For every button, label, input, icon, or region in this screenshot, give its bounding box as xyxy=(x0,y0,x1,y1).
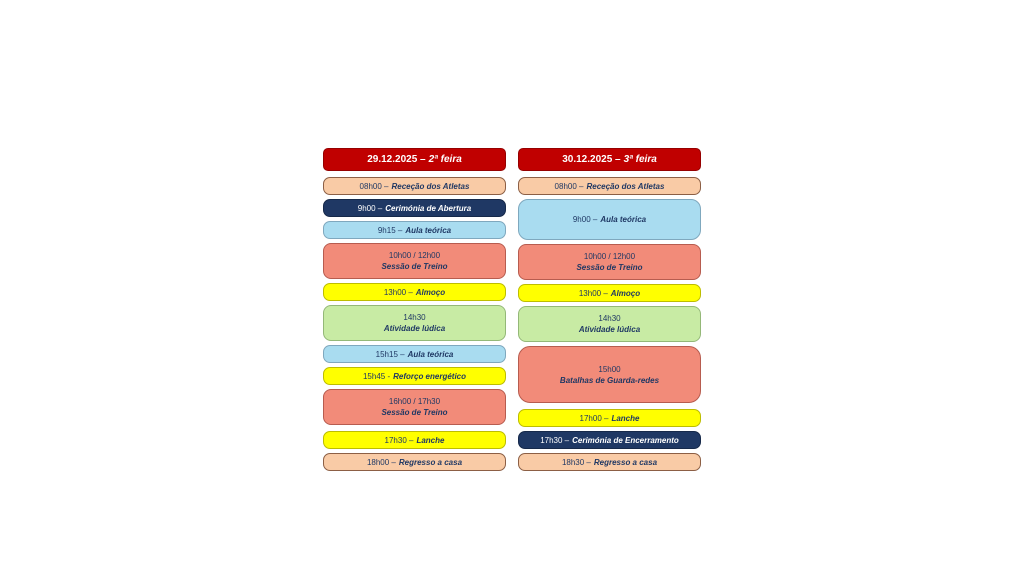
day-header xyxy=(323,148,506,171)
event-time: 9h00 – xyxy=(572,215,598,224)
event-time: 14h30 xyxy=(403,313,426,322)
day-header xyxy=(518,148,701,171)
event-time: 17h30 – xyxy=(384,435,414,445)
header-date: 29.12.2025 – xyxy=(367,154,426,165)
event-title: Lanche xyxy=(611,413,640,423)
event-time: 15h15 – xyxy=(375,349,405,359)
event-box-lanche xyxy=(518,409,701,427)
event-box-aula-teorica-1 xyxy=(323,221,506,239)
header-date: 30.12.2025 – xyxy=(562,154,621,165)
event-time: 10h00 / 12h00 xyxy=(388,251,441,260)
event-title: Aula teórica xyxy=(407,349,454,359)
event-time: 13h00 – xyxy=(383,287,413,297)
event-box-aula-teorica-2 xyxy=(323,345,506,363)
event-title: Reforço energético xyxy=(393,371,467,381)
event-title: Sessão de Treino xyxy=(381,408,448,417)
event-time: 9h15 – xyxy=(377,225,403,235)
event-title: Sessão de Treino xyxy=(381,262,448,271)
event-time: 17h00 – xyxy=(579,413,609,423)
event-box-sessao-treino-2 xyxy=(323,389,506,425)
event-box-rececao xyxy=(518,177,701,195)
event-time: 14h30 xyxy=(598,314,621,323)
header-day: 2ª feira xyxy=(428,154,462,165)
event-title: Regresso a casa xyxy=(593,457,658,467)
event-box-regresso xyxy=(323,453,506,471)
event-time: 18h30 – xyxy=(561,457,591,467)
event-box-aula-teorica xyxy=(518,199,701,240)
event-time: 08h00 – xyxy=(554,181,584,191)
day-column-monday xyxy=(323,148,506,475)
event-box-almoco xyxy=(323,283,506,301)
event-box-batalhas-guarda-redes xyxy=(518,346,701,403)
event-box-reforco-energetico xyxy=(323,367,506,385)
event-box-cerimonia-abertura xyxy=(323,199,506,217)
event-time: 10h00 / 12h00 xyxy=(583,252,636,261)
event-box-sessao-treino xyxy=(518,244,701,280)
event-box-almoco xyxy=(518,284,701,302)
event-title: Cerimónia de Encerramento xyxy=(572,435,679,445)
event-title: Aula teórica xyxy=(600,215,647,224)
event-title: Regresso a casa xyxy=(398,457,463,467)
event-time: 9h00 – xyxy=(357,203,383,213)
event-box-atividade-ludica xyxy=(518,306,701,342)
event-time: 15h45 - xyxy=(362,371,391,381)
event-title: Receção dos Atletas xyxy=(391,181,470,191)
event-title: Sessão de Treino xyxy=(576,263,643,272)
event-title: Almoço xyxy=(610,288,641,298)
event-time: 17h30 – xyxy=(540,435,570,445)
event-title: Aula teórica xyxy=(405,225,452,235)
event-time: 15h00 xyxy=(598,364,621,374)
daily-schedule xyxy=(323,148,701,475)
event-box-lanche xyxy=(323,431,506,449)
event-time: 08h00 – xyxy=(359,181,389,191)
event-box-regresso xyxy=(518,453,701,471)
event-title: Atividade lúdica xyxy=(383,324,446,333)
event-box-sessao-treino-1 xyxy=(323,243,506,279)
event-title: Cerimónia de Abertura xyxy=(385,203,472,213)
event-box-cerimonia-encerramento xyxy=(518,431,701,449)
event-time: 18h00 – xyxy=(366,457,396,467)
event-box-atividade-ludica xyxy=(323,305,506,341)
event-title: Receção dos Atletas xyxy=(586,181,665,191)
event-time: 13h00 – xyxy=(578,288,608,298)
event-title: Lanche xyxy=(416,435,445,445)
event-box-rececao xyxy=(323,177,506,195)
day-column-tuesday xyxy=(518,148,701,475)
header-day: 3ª feira xyxy=(623,154,657,165)
event-title: Atividade lúdica xyxy=(578,325,641,334)
event-title: Batalhas de Guarda-redes xyxy=(559,375,660,385)
event-title: Almoço xyxy=(415,287,446,297)
event-time: 16h00 / 17h30 xyxy=(388,397,441,406)
